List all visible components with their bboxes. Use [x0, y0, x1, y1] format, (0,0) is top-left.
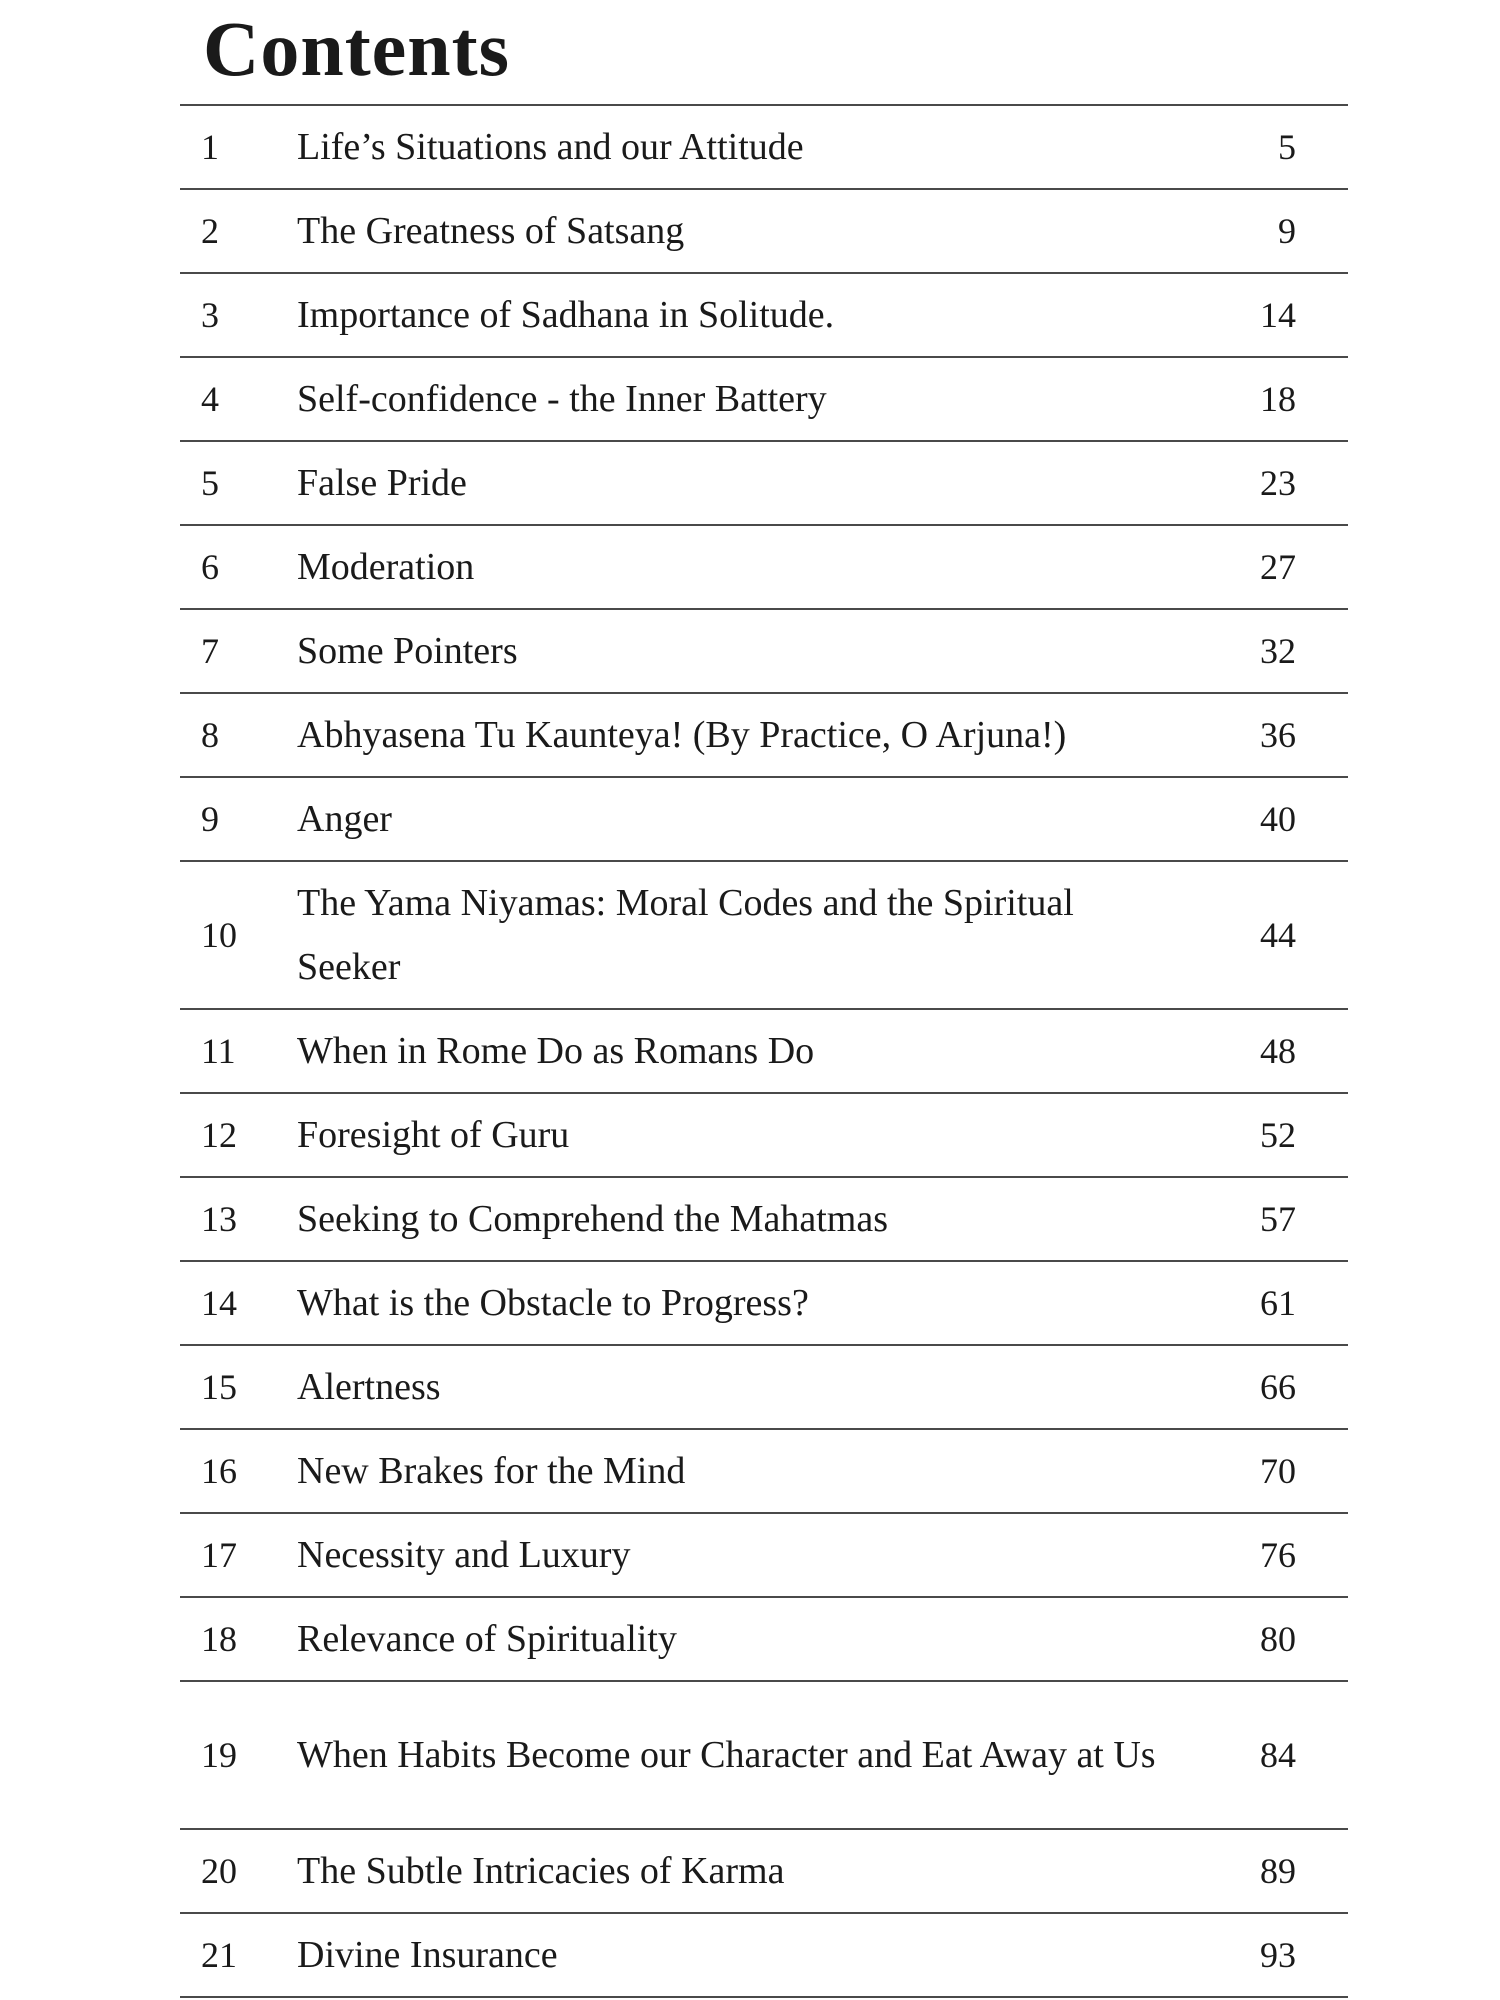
- toc-row: [180, 1598, 1348, 1682]
- toc-row: [180, 1262, 1348, 1346]
- chapter-number: 11: [201, 1031, 236, 1071]
- page-number: 57: [1260, 1199, 1296, 1239]
- chapter-number: 12: [201, 1115, 237, 1155]
- chapter-number: 3: [201, 295, 219, 335]
- page-number: 9: [1278, 211, 1296, 251]
- chapter-number: 13: [201, 1199, 237, 1239]
- page-number: 5: [1278, 127, 1296, 167]
- toc-row: [180, 1830, 1348, 1914]
- page-number: 23: [1260, 463, 1296, 503]
- chapter-title: Moderation: [297, 546, 475, 588]
- toc-row: [180, 106, 1348, 190]
- chapter-number: 7: [201, 631, 219, 671]
- toc-row: [180, 1346, 1348, 1430]
- chapter-number: 6: [201, 547, 219, 587]
- chapter-number: 8: [201, 715, 219, 755]
- chapter-number: 1: [201, 127, 219, 167]
- toc-row: [180, 274, 1348, 358]
- chapter-number: 5: [201, 463, 219, 503]
- toc-row: [180, 1430, 1348, 1514]
- chapter-title: Importance of Sadhana in Solitude.: [297, 294, 835, 336]
- chapter-number: 2: [201, 211, 219, 251]
- page-number: 36: [1260, 715, 1296, 755]
- page-number: 48: [1260, 1031, 1296, 1071]
- toc-row: [180, 778, 1348, 862]
- page-number: 76: [1260, 1535, 1296, 1575]
- toc-row: [180, 358, 1348, 442]
- chapter-number: 14: [201, 1283, 237, 1323]
- chapter-title: The Yama Niyamas: Moral Codes and the Spiritual Seeker: [297, 882, 1074, 988]
- chapter-number: 21: [201, 1935, 237, 1975]
- page-number: 18: [1260, 379, 1296, 419]
- chapter-title: New Brakes for the Mind: [297, 1450, 686, 1492]
- chapter-title: When Habits Become our Character and Eat Away at Us: [297, 1734, 1156, 1776]
- toc-row: [180, 1094, 1348, 1178]
- chapter-title: Foresight of Guru: [297, 1114, 570, 1156]
- chapter-title: Anger: [297, 798, 392, 840]
- chapter-number: 19: [201, 1735, 237, 1775]
- chapter-title: Alertness: [297, 1366, 441, 1408]
- toc-row: [180, 1682, 1348, 1830]
- page-number: 32: [1260, 631, 1296, 671]
- chapter-number: 9: [201, 799, 219, 839]
- chapter-title: Life’s Situations and our Attitude: [297, 126, 804, 168]
- chapter-number: 4: [201, 379, 219, 419]
- toc-row: [180, 610, 1348, 694]
- page-number: 61: [1260, 1283, 1296, 1323]
- page-number: 84: [1260, 1735, 1296, 1775]
- chapter-number: 15: [201, 1367, 237, 1407]
- toc-row: [180, 1514, 1348, 1598]
- chapter-number: 18: [201, 1619, 237, 1659]
- toc-row: [180, 442, 1348, 526]
- page-number: 80: [1260, 1619, 1296, 1659]
- page-number: 44: [1260, 915, 1296, 955]
- chapter-title: Necessity and Luxury: [297, 1534, 631, 1576]
- page-number: 52: [1260, 1115, 1296, 1155]
- chapter-title: Self-confidence - the Inner Battery: [297, 378, 827, 420]
- page-title: Contents: [203, 5, 511, 92]
- chapter-title: Some Pointers: [297, 630, 518, 672]
- page-number: 89: [1260, 1851, 1296, 1891]
- toc-row: [180, 694, 1348, 778]
- chapter-title: Relevance of Spirituality: [297, 1618, 677, 1660]
- chapter-title: The Greatness of Satsang: [297, 210, 685, 252]
- toc-row: [180, 1914, 1348, 1998]
- toc-row: [180, 862, 1348, 1010]
- chapter-title: Divine Insurance: [297, 1934, 558, 1976]
- page-number: 27: [1260, 547, 1296, 587]
- chapter-number: 10: [201, 915, 237, 955]
- chapter-title: What is the Obstacle to Progress?: [297, 1282, 809, 1324]
- chapter-title: Abhyasena Tu Kaunteya! (By Practice, O Arjuna!): [297, 714, 1067, 756]
- chapter-number: 17: [201, 1535, 237, 1575]
- chapter-title: When in Rome Do as Romans Do: [297, 1030, 815, 1072]
- chapter-title: Seeking to Comprehend the Mahatmas: [297, 1198, 888, 1240]
- page-number: 93: [1260, 1935, 1296, 1975]
- page-number: 14: [1260, 295, 1296, 335]
- chapter-number: 20: [201, 1851, 237, 1891]
- toc-row: [180, 526, 1348, 610]
- page-number: 40: [1260, 799, 1296, 839]
- chapter-title: False Pride: [297, 462, 467, 504]
- toc-row: [180, 190, 1348, 274]
- toc-table: [180, 104, 1348, 1998]
- chapter-title: The Subtle Intricacies of Karma: [297, 1850, 785, 1892]
- chapter-number: 16: [201, 1451, 237, 1491]
- page-number: 66: [1260, 1367, 1296, 1407]
- toc-row: [180, 1178, 1348, 1262]
- page-number: 70: [1260, 1451, 1296, 1491]
- toc-row: [180, 1010, 1348, 1094]
